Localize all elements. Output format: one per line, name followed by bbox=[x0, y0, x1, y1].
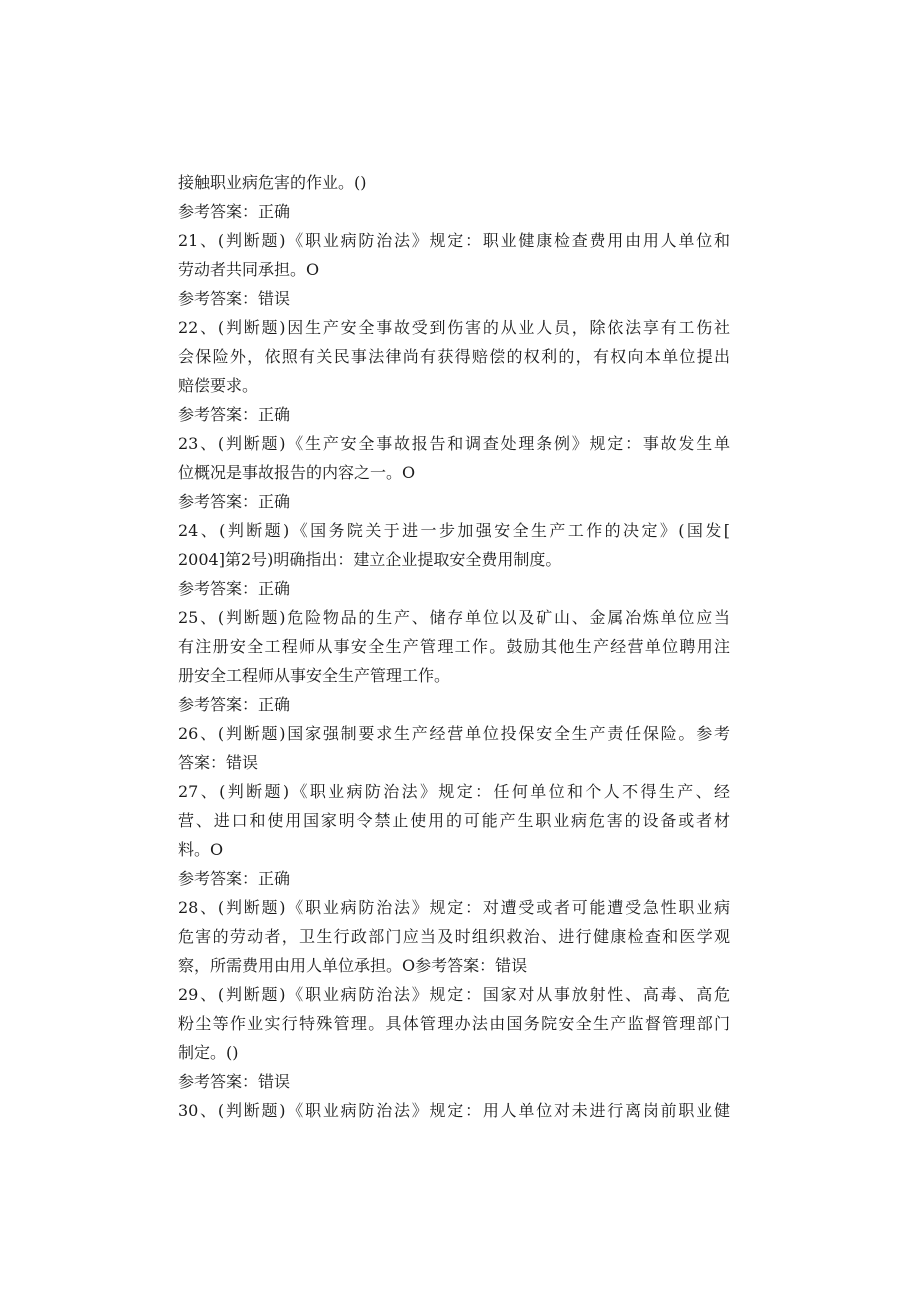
text-line: 接触职业病危害的作业。() bbox=[178, 173, 367, 192]
question-24-line: 2004]第2号)明确指出：建立企业提取安全费用制度。 bbox=[178, 550, 562, 569]
question-28-line: 危害的劳动者，卫生行政部门应当及时组织救治、进行健康检查和医学观 bbox=[178, 927, 730, 946]
question-27-line: 料。O bbox=[178, 840, 224, 859]
question-27-line: 27、(判断题)《职业病防治法》规定：任何单位和个人不得生产、经 bbox=[178, 782, 730, 801]
question-24-line: 24、(判断题)《国务院关于进一步加强安全生产工作的决定》(国发[ bbox=[178, 521, 730, 540]
question-27-line: 营、进口和使用国家明令禁止使用的可能产生职业病危害的设备或者材 bbox=[178, 811, 730, 830]
question-30-line: 30、(判断题)《职业病防治法》规定：用人单位对未进行离岗前职业健 bbox=[178, 1101, 730, 1120]
question-26-line: 26、(判断题)国家强制要求生产经营单位投保安全生产责任保险。参考 bbox=[178, 724, 730, 743]
answer-line: 参考答案：正确 bbox=[178, 579, 291, 598]
question-21-line: 劳动者共同承担。O bbox=[178, 260, 320, 279]
answer-line: 参考答案：正确 bbox=[178, 405, 291, 424]
answer-line: 参考答案：正确 bbox=[178, 202, 291, 221]
answer-line: 参考答案：正确 bbox=[178, 869, 291, 888]
question-22-line: 赔偿要求。 bbox=[178, 376, 259, 395]
question-28-line: 28、(判断题)《职业病防治法》规定：对遭受或者可能遭受急性职业病 bbox=[178, 898, 730, 917]
answer-line: 参考答案：错误 bbox=[178, 289, 291, 308]
question-23-line: 位概况是事故报告的内容之一。O bbox=[178, 463, 416, 482]
question-29-line: 29、(判断题)《职业病防治法》规定：国家对从事放射性、高毒、高危 bbox=[178, 985, 730, 1004]
question-28-line: 察，所需费用由用人单位承担。O参考答案：错误 bbox=[178, 956, 528, 975]
answer-line: 参考答案：正确 bbox=[178, 492, 291, 511]
question-29-line: 制定。() bbox=[178, 1043, 239, 1062]
question-23-line: 23、(判断题)《生产安全事故报告和调查处理条例》规定：事故发生单 bbox=[178, 434, 730, 453]
question-25-line: 有注册安全工程师从事安全生产管理工作。鼓励其他生产经营单位聘用注 bbox=[178, 637, 730, 656]
question-29-line: 粉尘等作业实行特殊管理。具体管理办法由国务院安全生产监督管理部门 bbox=[178, 1014, 730, 1033]
answer-line: 答案：错误 bbox=[178, 753, 259, 772]
question-22-line: 22、(判断题)因生产安全事故受到伤害的从业人员，除依法享有工伤社 bbox=[178, 318, 730, 337]
answer-line: 参考答案：正确 bbox=[178, 695, 291, 714]
question-25-line: 25、(判断题)危险物品的生产、储存单位以及矿山、金属冶炼单位应当 bbox=[178, 608, 730, 627]
document-body bbox=[178, 168, 730, 1125]
question-22-line: 会保险外，依照有关民事法律尚有获得赔偿的权利的，有权向本单位提出 bbox=[178, 347, 730, 366]
question-21-line: 21、(判断题)《职业病防治法》规定：职业健康检查费用由用人单位和 bbox=[178, 231, 730, 250]
question-25-line: 册安全工程师从事安全生产管理工作。 bbox=[178, 666, 451, 685]
answer-line: 参考答案：错误 bbox=[178, 1072, 291, 1091]
